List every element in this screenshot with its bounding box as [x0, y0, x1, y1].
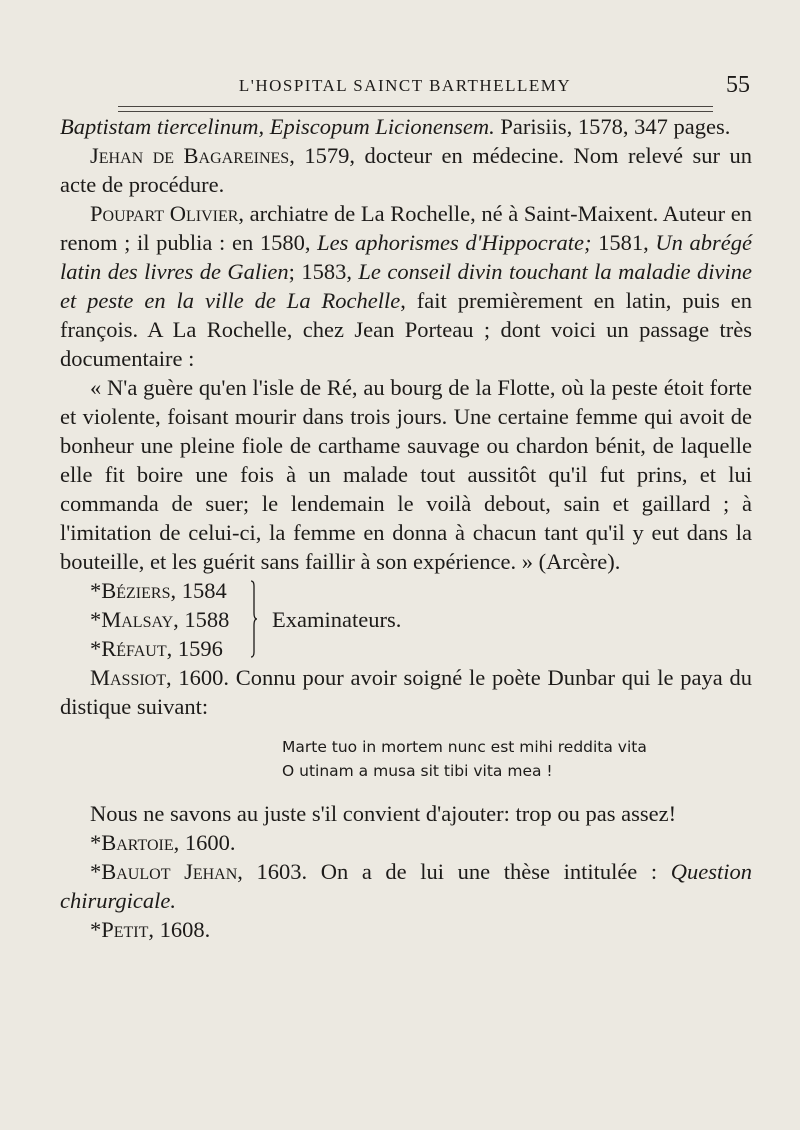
asterisk-mark: * — [90, 607, 102, 632]
entry-name: Petit — [101, 917, 149, 942]
examiner-names — [90, 576, 229, 663]
asterisk-mark: * — [90, 636, 102, 661]
entry-massiot: Massiot, 1600. Connu pour avoir soigné le poète Dunbar qui le paya du distique suivant: — [60, 665, 752, 719]
examiners-label: Examinateurs. — [272, 607, 402, 632]
book-title: Un abrégé latin des livres de Galien — [60, 230, 752, 284]
entry-name: Massiot — [90, 665, 167, 690]
entry-bartoie: *Bartoie, 1600. — [90, 830, 236, 855]
examiner-entry: *Béziers, 1584 — [90, 578, 227, 603]
entry-petit: *Petit, 1608. — [90, 917, 211, 942]
book-title: Les aphorismes d'Hippocrate; — [317, 230, 592, 255]
asterisk-mark: * — [90, 859, 102, 884]
latin-title: Baptistam tiercelinum, Episcopum Licionensem. — [60, 114, 495, 139]
asterisk-mark: * — [90, 830, 102, 855]
running-title: L'HOSPITAL SAINCT BARTHELLEMY — [238, 76, 572, 95]
examiner-entry: *Réfaut, 1596 — [90, 636, 223, 661]
examiners-group — [90, 576, 752, 663]
asterisk-mark: * — [90, 917, 102, 942]
asterisk-mark: * — [90, 578, 102, 603]
entry-continuation: Baptistam tiercelinum, Episcopum Licionensem. Parisiis, 1578, 347 pages. — [60, 114, 731, 139]
entry-name: Poupart Olivier — [90, 201, 239, 226]
verse-line: O utinam a musa sit tibi vita mea ! — [282, 762, 553, 780]
body-text — [60, 112, 752, 944]
entry-poupart: Poupart Olivier, archiatre de La Rochelle, né à Saint-Maixent. Auteur en renom ; il publia : en 1580, Les aphorismes d'Hippocrate; 1581, Un abrégé latin des livres de Galien; 1583, Le conseil divin touchant la maladie divine et peste en la ville de La Rochelle, fait premièrement en latin, puis en françois. A La Rochelle, chez Jean Porteau ; dont voici un passage très documentaire : — [60, 201, 752, 371]
running-header — [60, 70, 750, 100]
entry-name: Jehan de Bagareines — [90, 143, 290, 168]
thesis-title: Question chirurgicale. — [60, 859, 753, 913]
page-number: 55 — [726, 72, 750, 98]
latin-distich — [60, 735, 752, 783]
examiner-entry: *Malsay, 1588 — [90, 607, 230, 632]
entry-name: Bartoie — [101, 830, 174, 855]
quotation: « N'a guère qu'en l'isle de Ré, au bourg de la Flotte, où la peste étoit forte et violente, foisant mourir dans trois jours. Une certaine femme qui avoit de bonheur une pleine fiole de carthame sauvage ou chardon bénit, de laquelle elle fit boire une fois à un malade tout aussitôt qu'il fut prins, et lui commanda de suer; le lendemain le voilà debout, sain et gaillard ; à l'imitation de celui-ci, la femme en donna à chacun tant qu'il y eut dans la bouteille, et les guérit sans faillir à son expérience. » (Arcère). — [60, 375, 752, 574]
entry-name: Baulot Jehan — [101, 859, 238, 884]
right-brace-icon — [250, 580, 258, 658]
book-title: Le conseil divin touchant la maladie divine et peste en la ville de La Rochelle — [60, 259, 752, 313]
entry-bagareines: Jehan de Bagareines, 1579, docteur en médecine. Nom relevé sur un acte de procédure. — [60, 143, 752, 197]
verse-line: Marte tuo in mortem nunc est mihi reddita vita — [282, 738, 647, 756]
comment: Nous ne savons au juste s'il convient d'ajouter: trop ou pas assez! — [90, 801, 677, 826]
entry-baulot: *Baulot Jehan, 1603. On a de lui une thèse intitulée : Question chirurgicale. — [60, 859, 753, 913]
